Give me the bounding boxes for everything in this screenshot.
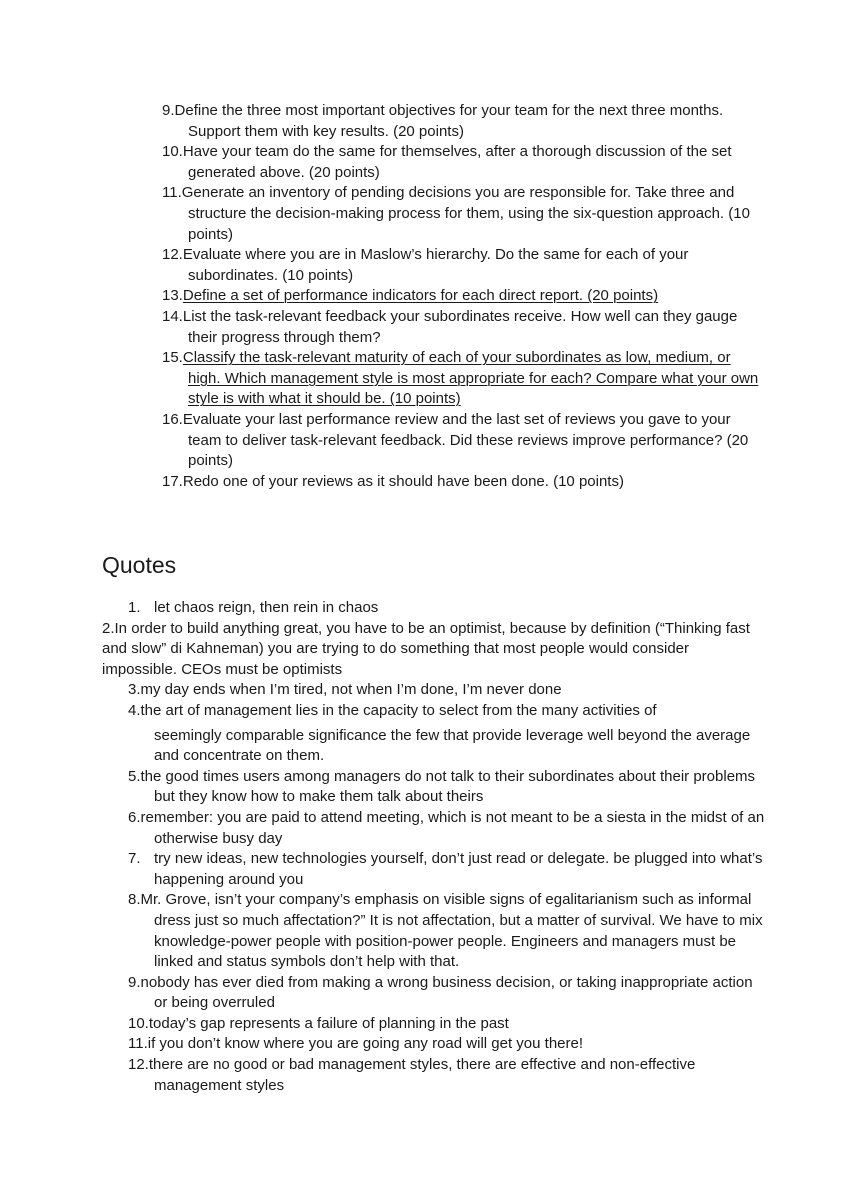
quote-item: 9.nobody has ever died from making a wrong business decision, or taking inappropriate action or being overruled [128,973,753,1012]
quote-item: 11.if you don’t know where you are going any road will get you there! [128,1035,584,1053]
quote-item: 4.the art of management lies in the capacity to select from the many activities of seemingly comparable significance the few that provide leverage well beyond the average and concentrate on them. [128,701,751,765]
quote-text: if you don’t know where you are going any road will get you there! [147,1035,584,1053]
exercise-list [162,101,762,492]
quote-text: the art of management lies in the capacity to select from the many activities of [140,701,657,719]
exercise-text: Classify the task-relevant maturity of each of your subordinates as low, medium, or high. Which management style is most appropriate for each? Compare what your own style is with what it should be. (10 points) [182,349,759,408]
exercise-text: Evaluate your last performance review and the last set of reviews you gave to your team to deliver task-relevant feedback. Did these reviews improve performance? (20 points) [182,410,749,470]
quote-item: 7. try new ideas, new technologies yourself, don’t just read or delegate. be plugged into what’s happening around you [128,850,763,888]
quote-item: 1. let chaos reign, then rein in chaos [128,599,379,616]
quote-item: 3.my day ends when I’m tired, not when I’m done, I’m never done [128,681,562,699]
exercise-item: 9.Define the three most important objectives for your team for the next three months. Support them with key results. (20 points) [162,102,724,140]
quote-text: nobody has ever died from making a wrong business decision, or taking inappropriate action or being overruled [140,973,753,1012]
quote-list [102,598,768,1096]
quote-text: In order to build anything great, you have to be an optimist, because by definition (“Thinking fast and slow” di Kahneman) you are trying to do something that most people would consider impossible. CEOs must be optimists [102,619,750,678]
exercise-text: Evaluate where you are in Maslow’s hierarchy. Do the same for each of your subordinates. (10 points) [182,246,689,284]
exercise-text: Redo one of your reviews as it should have been done. (10 points) [182,472,624,490]
quote-text: my day ends when I’m tired, not when I’m done, I’m never done [140,681,562,699]
quote-item: 6.remember: you are paid to attend meeting, which is not meant to be a siesta in the midst of an otherwise busy day [128,808,765,847]
exercise-item: 17.Redo one of your reviews as it should have been done. (10 points) [162,472,624,490]
quote-text: seemingly comparable significance the few that provide leverage well beyond the average and concentrate on them. [154,726,751,765]
quotes-heading: Quotes [102,552,177,578]
quote-item: 5.the good times users among managers do not talk to their subordinates about their problems but they know how to make them talk about theirs [128,767,756,806]
quote-item: 12.there are no good or bad management styles, there are effective and non-effective management styles [128,1056,696,1094]
quote-item: 8.Mr. Grove, isn’t your company’s emphasis on visible signs of egalitarianism such as informal dress just so much affectation?” It is not affectation, but a matter of survival. We have to mix knowledge-power people with position-power people. Engineers and managers must be linked and status symbols don’t help with that. [128,891,763,971]
quote-text: let chaos reign, then rein in chaos [154,599,379,616]
exercise-text: List the task-relevant feedback your subordinates receive. How well can they gauge their progress through them? [182,307,738,346]
quote-text: Mr. Grove, isn’t your company’s emphasis on visible signs of egalitarianism such as informal dress just so much affectation?” It is not affectation, but a matter of survival. We have to mix knowledge-power people with position-power people. Engineers and managers must be linked and status symbols don’t help with that. [140,891,763,971]
exercise-text: Define a set of performance indicators for each direct report. (20 points) [182,287,659,305]
quote-text: remember: you are paid to attend meeting, which is not meant to be a siesta in the midst of an otherwise busy day [140,808,765,847]
exercise-item: 12.Evaluate where you are in Maslow’s hierarchy. Do the same for each of your subordinates. (10 points) [162,246,689,284]
quote-item: 10.today’s gap represents a failure of planning in the past [128,1014,509,1032]
exercise-text: Have your team do the same for themselves, after a thorough discussion of the set generated above. (20 points) [182,143,732,181]
quote-text: there are no good or bad management styles, there are effective and non-effective management styles [148,1056,696,1094]
quote-text: try new ideas, new technologies yourself, don’t just read or delegate. be plugged into what’s happening around you [154,850,763,888]
exercise-item: 15.Classify the task-relevant maturity of each of your subordinates as low, medium, or high. Which management style is most appropriate for each? Compare what your own style is with what it should be. (10 points) [162,349,759,408]
exercise-item: 11.Generate an inventory of pending decisions you are responsible for. Take three and structure the decision-making process for them, using the six-question approach. (10 points) [162,184,750,243]
exercise-text: Define the three most important objectives for your team for the next three months. Support them with key results. (20 points) [174,102,724,140]
exercise-item: 10.Have your team do the same for themselves, after a thorough discussion of the set generated above. (20 points) [162,143,732,181]
exercise-text: Generate an inventory of pending decisions you are responsible for. Take three and structure the decision-making process for them, using the six-question approach. (10 points) [181,184,750,243]
quote-item: 2.In order to build anything great, you have to be an optimist, because by definition (“Thinking fast and slow” di Kahneman) you are trying to do something that most people would consider impossible. CEOs must be optimists [102,619,750,678]
exercise-item: 13.Define a set of performance indicators for each direct report. (20 points) [162,287,659,305]
quote-text: the good times users among managers do not talk to their subordinates about their problems but they know how to make them talk about theirs [140,767,756,806]
exercise-item: 16.Evaluate your last performance review and the last set of reviews you gave to your team to deliver task-relevant feedback. Did these reviews improve performance? (20 points) [162,410,749,470]
quote-text: today’s gap represents a failure of planning in the past [148,1014,509,1032]
exercise-item: 14.List the task-relevant feedback your subordinates receive. How well can they gauge their progress through them? [162,307,738,346]
